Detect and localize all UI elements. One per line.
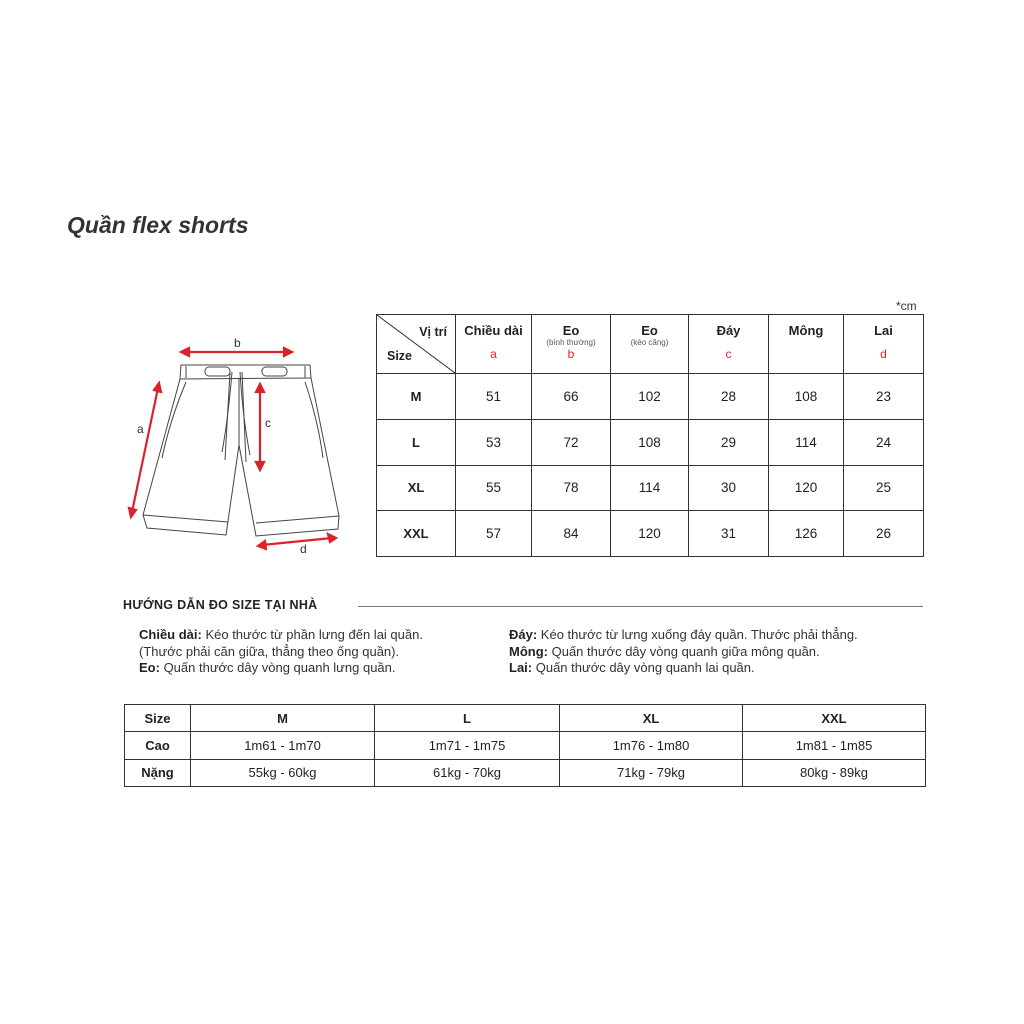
table-cell: 72 <box>532 419 611 465</box>
label-b: b <box>234 336 241 350</box>
header-length: Chiều dài a <box>456 315 532 374</box>
table-cell: 57 <box>456 511 532 557</box>
table-cell: 66 <box>532 374 611 420</box>
guide-item: Đáy: Kéo thước từ lưng xuống đáy quần. Thước phải thẳng. <box>509 627 858 642</box>
table-cell: 55kg - 60kg <box>191 759 375 786</box>
corner-cell <box>377 315 456 374</box>
table-header-row <box>377 315 924 374</box>
unit-label: *cm <box>896 299 917 313</box>
table-cell: 23 <box>844 374 924 420</box>
table-cell: 126 <box>769 511 844 557</box>
header-l: L <box>375 705 560 732</box>
header-hem: Lai d <box>844 315 924 374</box>
table-cell: 1m76 - 1m80 <box>560 732 743 759</box>
header-xl: XL <box>560 705 743 732</box>
guide-item: (Thước phải căn giữa, thẳng theo ống quần). <box>139 643 400 659</box>
guide-right-column <box>509 627 858 677</box>
table-cell: 108 <box>611 419 689 465</box>
row-size: M <box>377 374 456 420</box>
table-cell: 61kg - 70kg <box>375 759 560 786</box>
table-cell: 84 <box>532 511 611 557</box>
header-waist-stretched: Eo (kéo căng) <box>611 315 689 374</box>
size-chart-table <box>376 314 924 557</box>
header-xxl: XXL <box>743 705 926 732</box>
guide-divider <box>358 606 923 607</box>
table-row <box>125 732 926 759</box>
table-cell: 71kg - 79kg <box>560 759 743 786</box>
table-row <box>377 465 924 511</box>
table-cell: 1m61 - 1m70 <box>191 732 375 759</box>
row-size: L <box>377 419 456 465</box>
table-header-row <box>125 705 926 732</box>
table-cell: 28 <box>689 374 769 420</box>
header-m: M <box>191 705 375 732</box>
table-cell: 24 <box>844 419 924 465</box>
height-weight-table <box>124 704 926 787</box>
row-label-height: Cao <box>125 732 191 759</box>
corner-position-label: Vị trí <box>419 325 447 339</box>
table-cell: 114 <box>611 465 689 511</box>
table-cell: 30 <box>689 465 769 511</box>
row-label-weight: Nặng <box>125 759 191 786</box>
table-cell: 80kg - 89kg <box>743 759 926 786</box>
guide-item: Chiều dài: Kéo thước từ phần lưng đến lai quần. <box>139 627 423 642</box>
header-waist-normal: Eo (bình thường) b <box>532 315 611 374</box>
table-row <box>377 419 924 465</box>
table-cell: 108 <box>769 374 844 420</box>
table-cell: 53 <box>456 419 532 465</box>
corner-size-label: Size <box>387 349 413 363</box>
guide-item: Lai: Quấn thước dây vòng quanh lai quần. <box>509 660 755 675</box>
table-cell: 31 <box>689 511 769 557</box>
label-c: c <box>265 416 271 430</box>
guide-item: Mông: Quấn thước dây vòng quanh giữa mông quần. <box>509 643 820 659</box>
table-cell: 114 <box>769 419 844 465</box>
table-cell: 120 <box>611 511 689 557</box>
table-cell: 102 <box>611 374 689 420</box>
table-row <box>377 374 924 420</box>
table-cell: 120 <box>769 465 844 511</box>
table-cell: 1m81 - 1m85 <box>743 732 926 759</box>
table-cell: 25 <box>844 465 924 511</box>
guide-left-column <box>139 627 423 677</box>
table-cell: 55 <box>456 465 532 511</box>
label-d: d <box>300 542 307 556</box>
row-size: XL <box>377 465 456 511</box>
table-cell: 78 <box>532 465 611 511</box>
table-cell: 51 <box>456 374 532 420</box>
page-title: Quần flex shorts <box>67 212 249 238</box>
header-size: Size <box>125 705 191 732</box>
table-row <box>125 759 926 786</box>
guide-item: Eo: Quấn thước dây vòng quanh lưng quần. <box>139 660 396 675</box>
table-cell: 26 <box>844 511 924 557</box>
label-a: a <box>137 422 144 436</box>
header-hip: Mông <box>769 315 844 374</box>
row-size: XXL <box>377 511 456 557</box>
guide-title: HƯỚNG DẪN ĐO SIZE TẠI NHÀ <box>123 598 318 612</box>
header-rise: Đáy c <box>689 315 769 374</box>
table-row <box>377 511 924 557</box>
table-cell: 1m71 - 1m75 <box>375 732 560 759</box>
table-cell: 29 <box>689 419 769 465</box>
shorts-diagram <box>120 320 360 560</box>
